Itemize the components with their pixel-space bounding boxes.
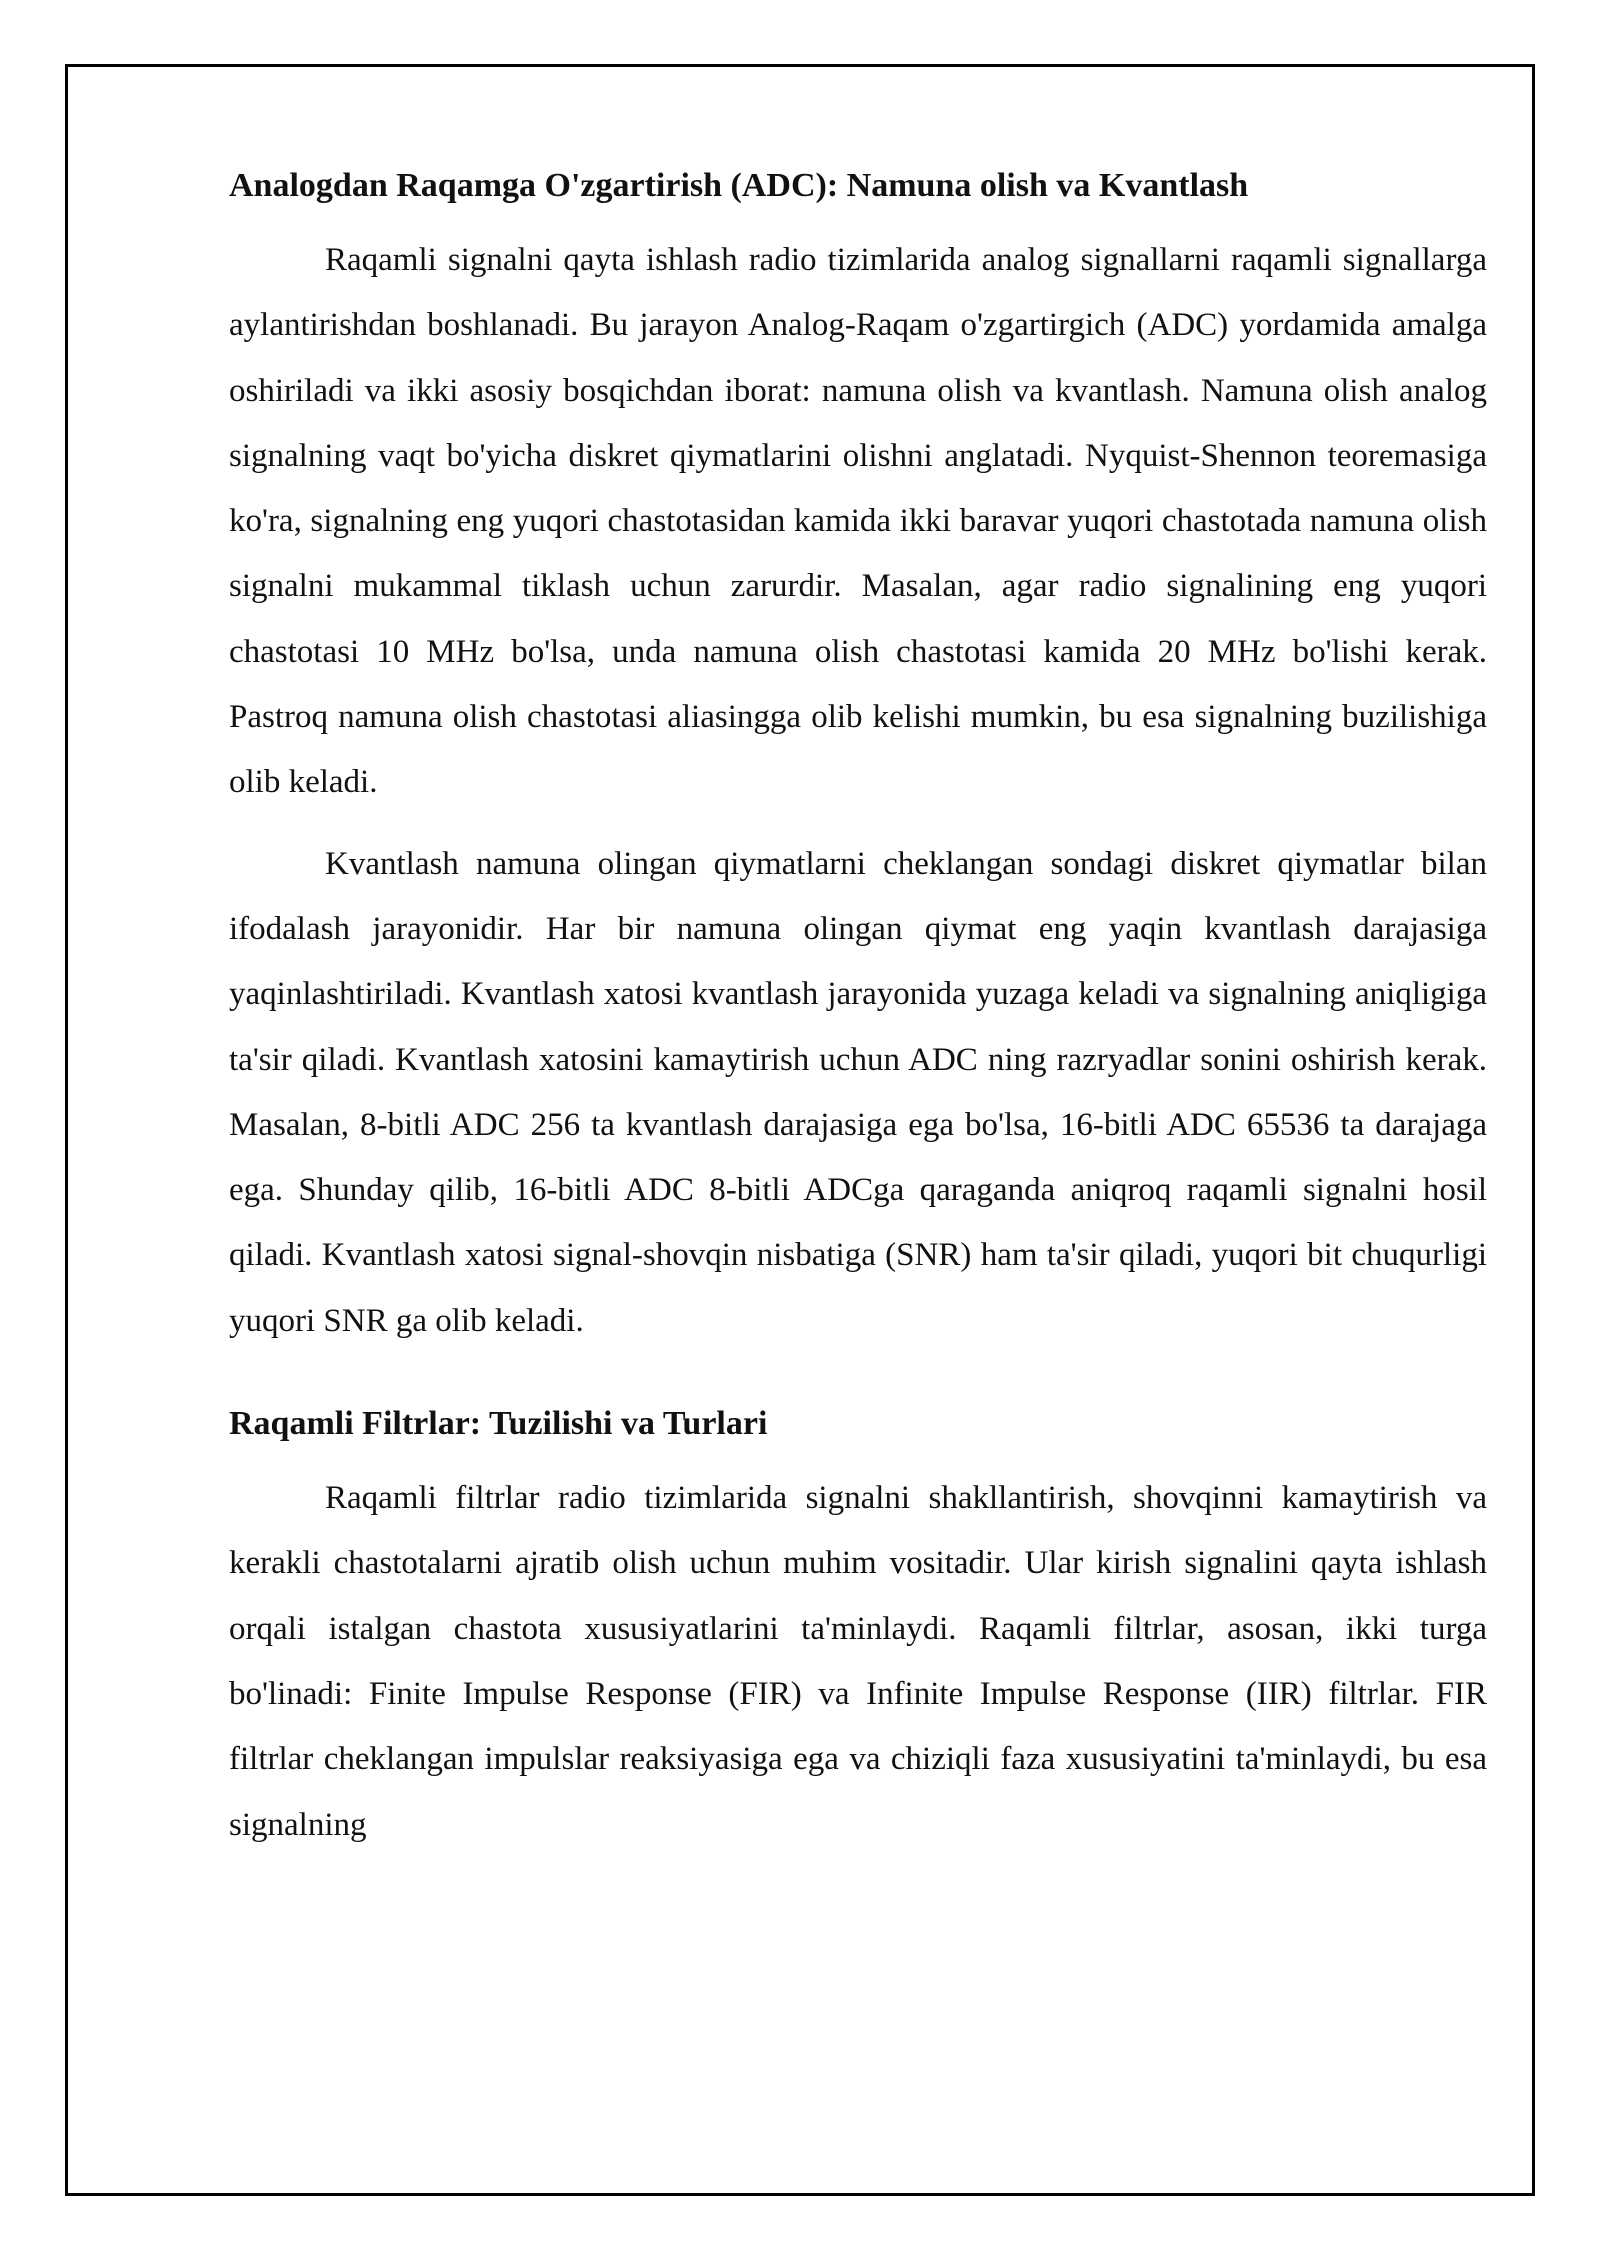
paragraph-filters: Raqamli filtrlar radio tizimlarida signalni shakllantirish, shovqinni kamaytirish va kerakli chastotalarni ajratib olish uchun muhim vositadir. Ular kirish signalini qayta ishlash orqali istalgan chastota xususiyatlarini ta'minlaydi. Raqamli filtrlar, asosan, ikki turga bo'linadi: Finite Impulse Response (FIR) va Infinite Impulse Response (IIR) filtrlar. FIR filtrlar cheklangan impulslar reaksiyasiga ega va chiziqli faza xususiyatini ta'minlaydi, bu esa signalning [229, 1480, 1487, 1843]
paragraph-sampling: Raqamli signalni qayta ishlash radio tizimlarida analog signallarni raqamli signallarga aylantirishdan boshlanadi. Bu jarayon Analog-Raqam o'zgartirgich (ADC) yordamida amalga oshiriladi va ikki asosiy bosqichdan iborat: namuna olish va kvantlash. Namuna olish analog signalning vaqt bo'yicha diskret qiymatlarini olishni anglatadi. Nyquist-Shennon teoremasiga ko'ra, signalning eng yuqori chastotasidan kamida ikki baravar yuqori chastotada namuna olish signalni mukammal tiklash uchun zarurdir. Masalan, agar radio signalining eng yuqori chastotasi 10 MHz bo'lsa, unda namuna olish chastotasi kamida 20 MHz bo'lishi kerak. Pastroq namuna olish chastotasi aliasingga olib kelishi mumkin, bu esa signalning buzilishiga olib keladi. [229, 242, 1487, 801]
paragraph-quantization: Kvantlash namuna olingan qiymatlarni cheklangan sondagi diskret qiymatlar bilan ifodalash jarayonidir. Har bir namuna olingan qiymat eng yaqin kvantlash darajasiga yaqinlashtiriladi. Kvantlash xatosi kvantlash jarayonida yuzaga keladi va signalning aniqligiga ta'sir qiladi. Kvantlash xatosini kamaytirish uchun ADC ning razryadlar sonini oshirish kerak. Masalan, 8-bitli ADC 256 ta kvantlash darajasiga ega bo'lsa, 16-bitli ADC 65536 ta darajaga ega. Shunday qilib, 16-bitli ADC 8-bitli ADCga qaraganda aniqroq raqamli signalni hosil qiladi. Kvantlash xatosi signal-shovqin nisbatiga (SNR) ham ta'sir qiladi, yuqori bit chuqurligi yuqori SNR ga olib keladi. [229, 845, 1487, 1339]
document-body [229, 164, 1487, 1874]
section-heading-adc: Analogdan Raqamga O'zgartirish (ADC): Namuna olish va Kvantlash [229, 167, 1249, 204]
section-heading-digital-filters: Raqamli Filtrlar: Tuzilishi va Turlari [229, 1405, 768, 1443]
